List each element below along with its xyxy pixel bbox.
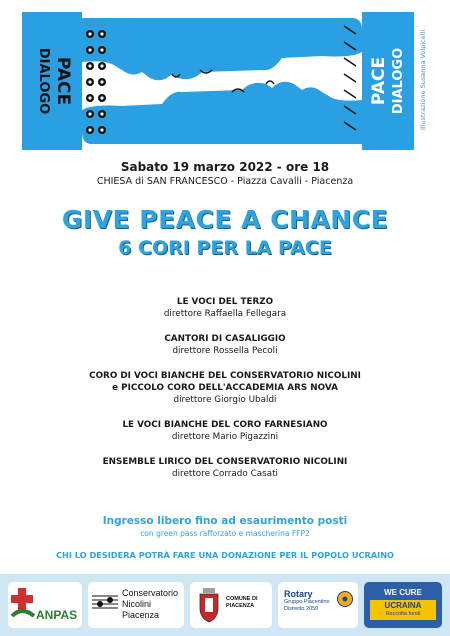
- entry-info: Ingresso libero fino ad esaurimento posti: [102, 515, 348, 527]
- illustration-credit: Illustrazione Susanna Volpicelli: [419, 29, 427, 131]
- choir-name: CORO DI VOCI BIANCHE DEL CONSERVATORIO NICOLINI: [89, 371, 361, 381]
- banner-left-label-bottom: DIALOGO: [36, 47, 51, 115]
- choir-name-line2: e PICCOLO CORO DELL'ACCADEMIA ARS NOVA: [112, 383, 338, 393]
- lower-hand-shape: [82, 82, 362, 144]
- entry-requirements: con green pass rafforzato e mascherina FFP2: [140, 529, 310, 538]
- comune-line2: PIACENZA: [226, 603, 255, 609]
- choir-name: LE VOCI BIANCHE DEL CORO FARNESIANO: [122, 420, 328, 430]
- upper-hand-shape: [82, 18, 362, 80]
- event-subtitle: 6 CORI PER LA PACE: [118, 237, 332, 259]
- choir-item: [0, 456, 450, 481]
- banner-right-label-bottom: DIALOGO: [391, 47, 406, 115]
- banner-left-label-top: PACE: [53, 56, 73, 106]
- rotary-name: Rotary: [284, 589, 313, 599]
- rotary-group: Gruppo Piacentino: [284, 599, 330, 605]
- wecure-subtitle: Raccolta fondi: [385, 611, 421, 617]
- sponsor-logos-bar: [0, 574, 450, 636]
- choir-name: ENSEMBLE LIRICO DEL CONSERVATORIO NICOLINI: [102, 457, 348, 467]
- wecure-logo: [364, 582, 442, 628]
- choirs-list: [0, 296, 450, 493]
- rotary-district: Distretto 2050: [284, 606, 319, 612]
- coat-of-arms-icon: [196, 582, 222, 628]
- anpas-label: ANPAS: [36, 608, 78, 622]
- choir-director: direttore Raffaella Fellegara: [163, 309, 287, 319]
- event-date: Sabato 19 marzo 2022 - ore 18: [120, 160, 330, 174]
- comune-logo: [190, 582, 272, 628]
- choir-director: direttore Rossella Pecoli: [172, 346, 278, 356]
- banner-right-label-top: PACE: [369, 56, 389, 106]
- rotary-wheel-icon: [336, 590, 354, 608]
- event-venue: CHIESA di SAN FRANCESCO - Piazza Cavalli - Piacenza: [96, 176, 354, 187]
- choir-director: direttore Giorgio Ubaldi: [173, 395, 277, 405]
- choir-name: LE VOCI DEL TERZO: [176, 297, 274, 307]
- choir-director: direttore Mario Pigazzini: [171, 432, 279, 442]
- rotary-logo: [278, 582, 358, 628]
- choir-name: CANTORI DI CASALIGGIO: [164, 334, 286, 344]
- conservatorio-line2: Nicolini: [122, 599, 152, 609]
- choir-item: [0, 296, 450, 321]
- music-staff-icon: [90, 582, 120, 628]
- anpas-logo: [8, 582, 82, 628]
- donation-note: CHI LO DESIDERA POTRÀ FARE UNA DONAZIONE PER IL POPOLO UCRAINO: [55, 550, 395, 560]
- wecure-country: UCRAINA: [384, 601, 422, 610]
- choir-item: [0, 333, 450, 358]
- conservatorio-logo: [88, 582, 184, 628]
- conservatorio-line1: Conservatorio: [122, 588, 179, 598]
- comune-line1: COMUNE DI: [226, 596, 258, 602]
- choir-director: direttore Corrado Casati: [172, 469, 278, 479]
- event-title: GIVE PEACE A CHANCE: [61, 205, 389, 234]
- choir-item: [0, 419, 450, 444]
- hands-banner-illustration: [22, 12, 414, 150]
- wecure-title: WE CURE: [384, 588, 422, 597]
- conservatorio-line3: Piacenza: [122, 610, 160, 620]
- choir-item: [0, 370, 450, 407]
